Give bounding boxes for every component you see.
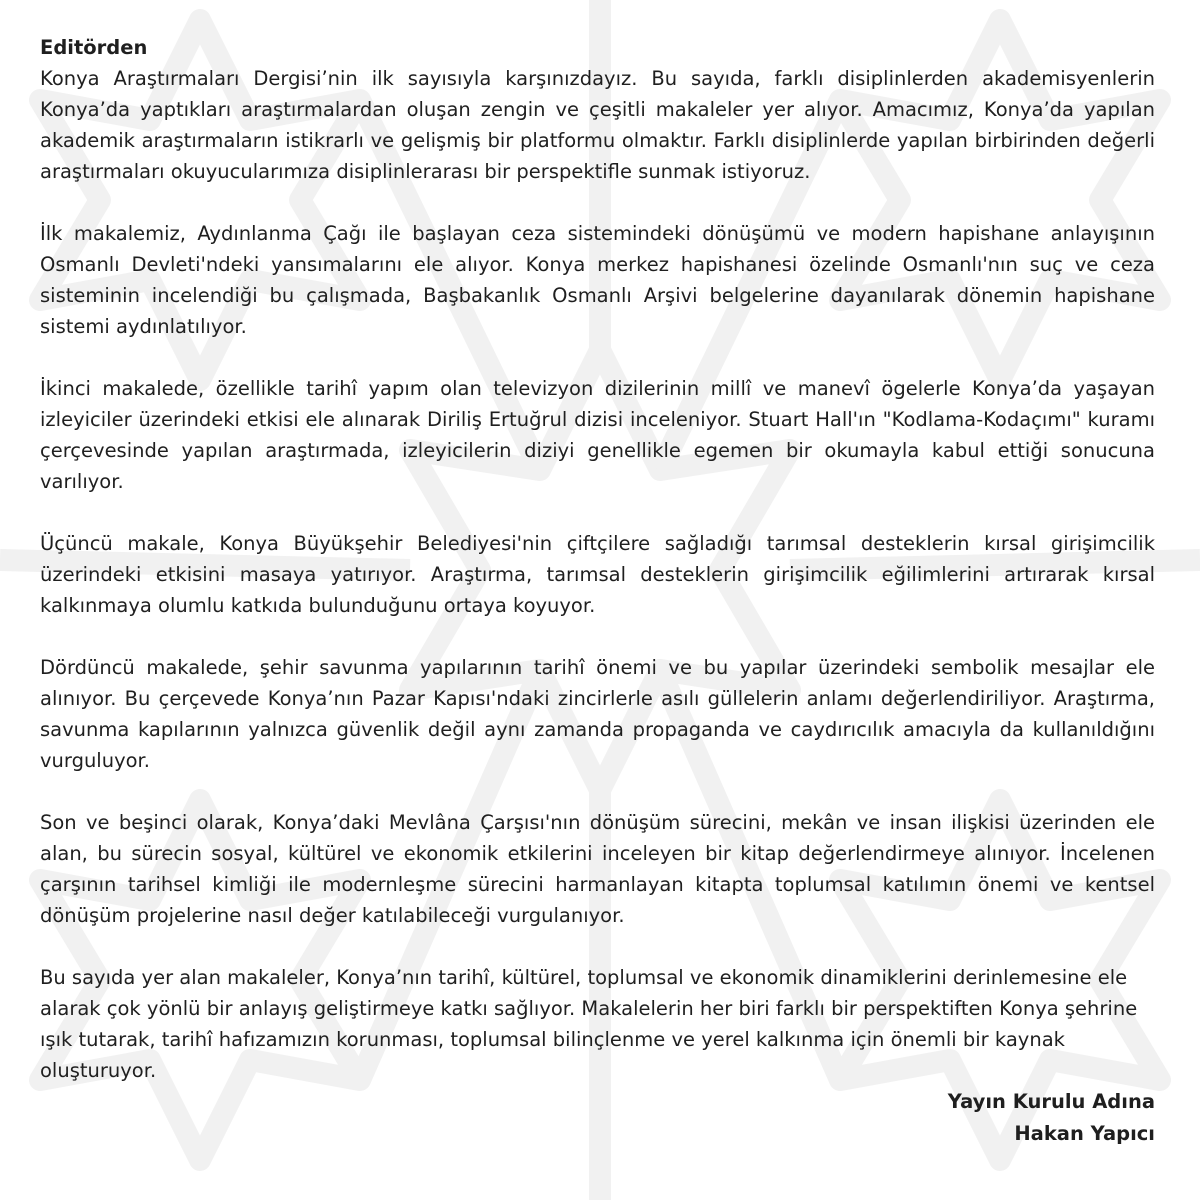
signature-board-line: Yayın Kurulu Adına	[947, 1090, 1155, 1113]
signature-name: Hakan Yapıcı	[1014, 1122, 1155, 1145]
editorial-content	[40, 32, 1155, 1150]
paragraph-intro: Konya Araştırmaları Dergisi’nin ilk sayısıyla karşınızdayız. Bu sayıda, farklı disiplinlerden akademisyenlerin Konya’da yaptıkları araştırmalardan oluşan zengin ve çeşitli makaleler yer alıyor. Amacımız, Konya’da yapılan akademik araştırmaların istikrarlı ve gelişmiş bir platformu olmaktır. Farklı disiplinlerde yapılan birbirinden değerli araştırmaları okuyucularımıza disiplinlerarası bir perspektifle sunmak istiyoruz.	[40, 67, 1155, 183]
paragraph-fifth-article: Son ve beşinci olarak, Konya’daki Mevlâna Çarşısı'nın dönüşüm sürecini, mekân ve insan ilişkisi üzerinden ele alan, bu sürecin sosyal, kültürel ve ekonomik etkilerini inceleyen bir kitap değerlendirmeye alınıyor. İncelenen çarşının tarihsel kimliği ile modernleşme sürecini harmanlayan kitapta toplumsal katılımın önemi ve kentsel dönüşüm projelerine nasıl değer katılabileceği vurgulanıyor.	[40, 811, 1155, 927]
signature-block	[40, 1086, 1155, 1150]
paragraph-second-article: İkinci makalede, özellikle tarihî yapım olan televizyon dizilerinin millî ve manevî ögelerle Konya’da yaşayan izleyiciler üzerindeki etkisi ele alınarak Diriliş Ertuğrul dizisi inceleniyor. Stuart Hall'ın "Kodlama-Kodaçımı" kuramı çerçevesinde yapılan araştırmada, izleyicilerin diziyi genellikle egemen bir okumayla kabul ettiği sonucuna varılıyor.	[40, 377, 1155, 493]
paragraph-conclusion: Bu sayıda yer alan makaleler, Konya’nın tarihî, kültürel, toplumsal ve ekonomik dinamiklerini derinlemesine ele alarak çok yönlü bir anlayış geliştirmeye katkı sağlıyor. Makalelerin her biri farklı bir perspektiften Konya şehrine ışık tutarak, tarihî hafızamızın korunması, toplumsal bilinçlenme ve yerel kalkınma için önemli bir kaynak oluşturuyor.	[40, 966, 1138, 1082]
paragraph-third-article: Üçüncü makale, Konya Büyükşehir Belediyesi'nin çiftçilere sağladığı tarımsal desteklerin kırsal girişimcilik üzerindeki etkisini masaya yatırıyor. Araştırma, tarımsal desteklerin girişimcilik eğilimlerini artırarak kırsal kalkınmaya olumlu katkıda bulunduğunu ortaya koyuyor.	[40, 532, 1155, 617]
paragraph-fourth-article: Dördüncü makalede, şehir savunma yapılarının tarihî önemi ve bu yapılar üzerindeki sembolik mesajlar ele alınıyor. Bu çerçevede Konya’nın Pazar Kapısı'ndaki zincirlerle asılı güllelerin anlamı değerlendiriliyor. Araştırma, savunma kapılarının yalnızca güvenlik değil aynı zamanda propaganda ve caydırıcılık amacıyla da kullanıldığını vurguluyor.	[40, 656, 1155, 772]
editorial-heading: Editörden	[40, 36, 148, 59]
paragraph-first-article: İlk makalemiz, Aydınlanma Çağı ile başlayan ceza sistemindeki dönüşümü ve modern hapishane anlayışının Osmanlı Devleti'ndeki yansımalarını ele alıyor. Konya merkez hapishanesi özelinde Osmanlı'nın suç ve ceza sisteminin incelendiği bu çalışmada, Başbakanlık Osmanlı Arşivi belgelerine dayanılarak dönemin hapishane sistemi aydınlatılıyor.	[40, 222, 1155, 338]
